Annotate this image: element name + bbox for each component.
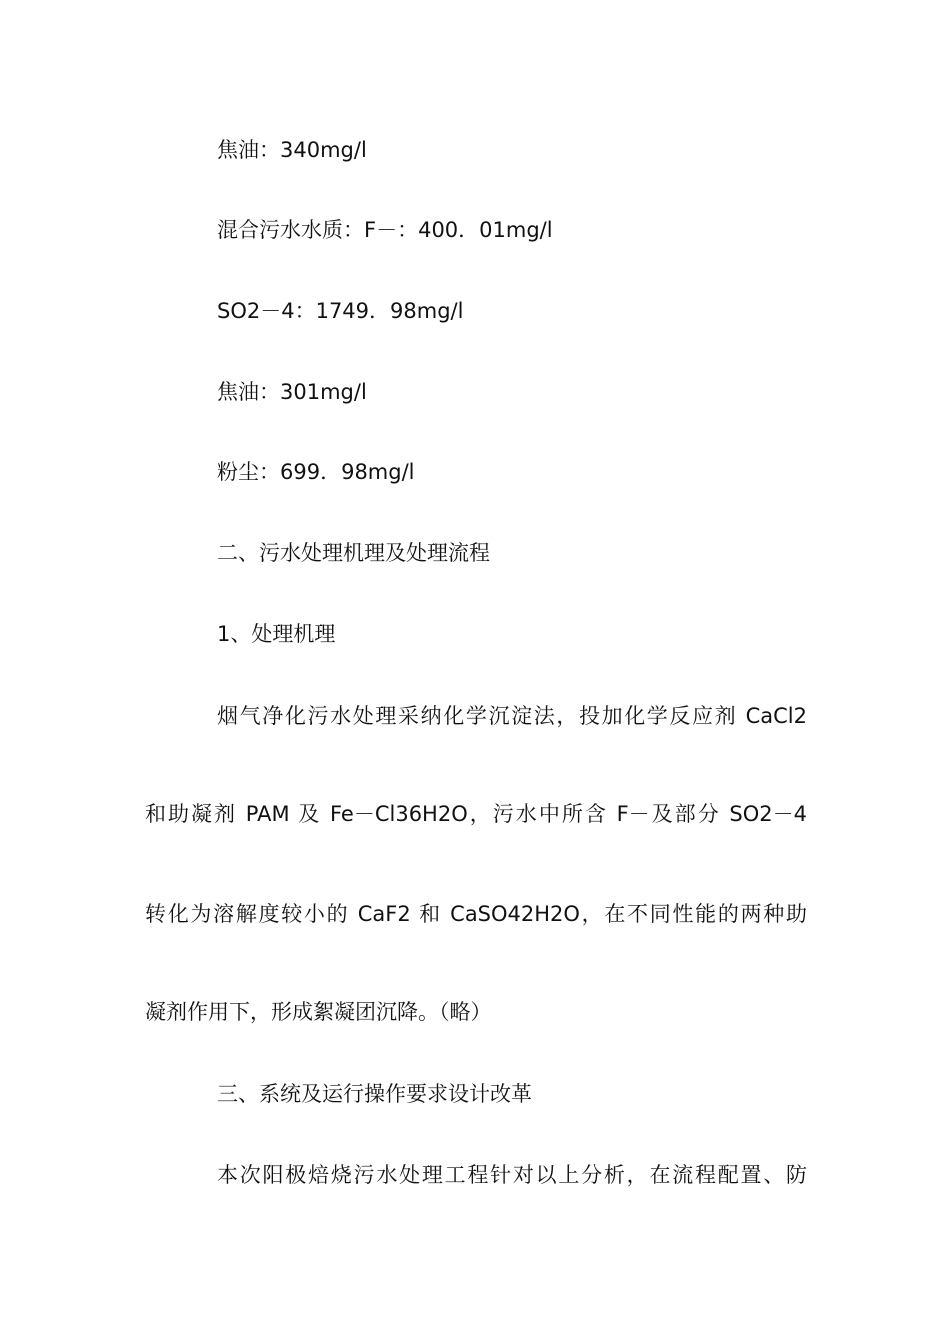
paragraph-line: 和助凝剂 PAM 及 Fe－Cl36H2O，污水中所含 F－及部分 SO2－4 [145, 802, 807, 826]
subsection-heading: 1、处理机理 [217, 622, 336, 646]
text-line: SO2－4：1749．98mg/l [217, 299, 464, 323]
section-heading: 二、污水处理机理及处理流程 [217, 541, 490, 565]
paragraph-line: 本次阳极焙烧污水处理工程针对以上分析，在流程配置、防 [217, 1163, 807, 1187]
text-line: 粉尘：699．98mg/l [217, 460, 415, 484]
text-line: 焦油：340mg/l [217, 138, 367, 162]
paragraph-line: 凝剂作用下，形成絮凝团沉降。（略） [145, 1000, 492, 1024]
section-heading: 三、系统及运行操作要求设计改革 [217, 1082, 532, 1106]
text-line: 焦油：301mg/l [217, 380, 367, 404]
text-line: 混合污水水质：F－：400．01mg/l [217, 218, 553, 242]
paragraph-line: 烟气净化污水处理采纳化学沉淀法，投加化学反应剂 CaCl2 [217, 704, 807, 728]
paragraph-line: 转化为溶解度较小的 CaF2 和 CaSO42H2O，在不同性能的两种助 [145, 902, 807, 926]
